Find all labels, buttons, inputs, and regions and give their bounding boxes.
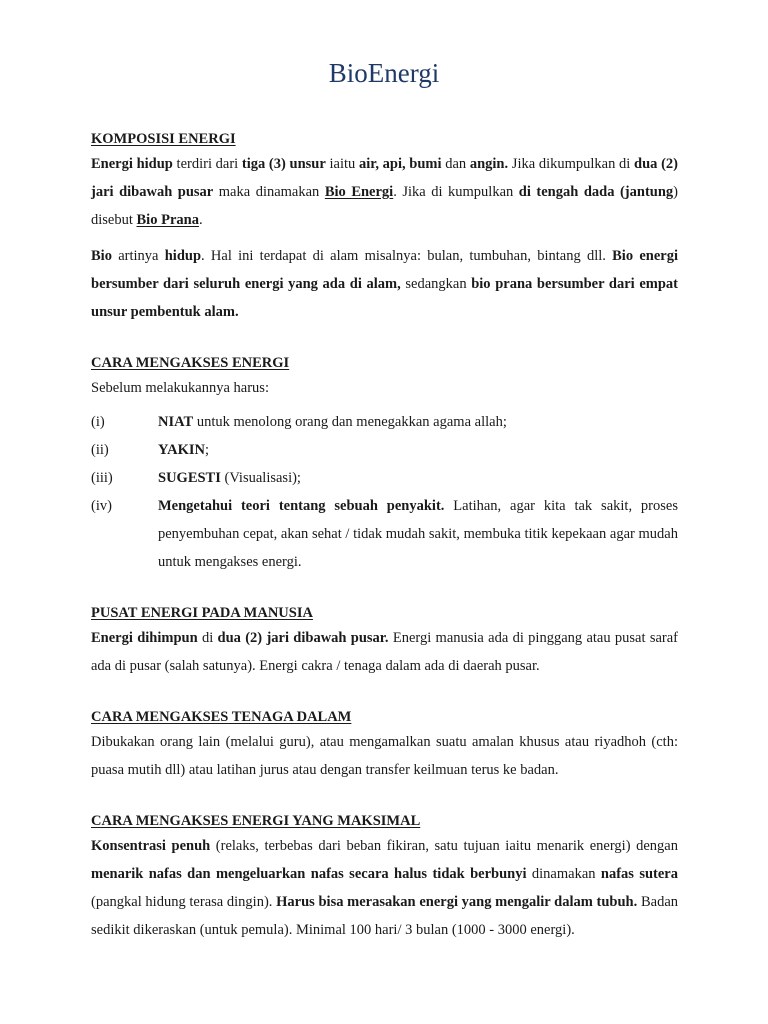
list-item-number: (ii) bbox=[91, 442, 109, 458]
list-item bbox=[91, 464, 678, 492]
paragraph-pusat-energi: Energi dihimpun di dua (2) jari dibawah pusar. Energi manusia ada di pinggang atau pusat saraf ada di pusar (salah satunya). Energi cakra / tenaga dalam ada di daerah pusar. bbox=[91, 630, 678, 674]
heading-komposisi-energi: KOMPOSISI ENERGI bbox=[91, 131, 236, 147]
paragraph-energi-maksimal: Konsentrasi penuh (relaks, terbebas dari beban fikiran, satu tujuan iaitu menarik energi) dengan menarik nafas dan mengeluarkan nafas secara halus tidak berbunyi dinamakan nafas sutera (pangkal hidung terasa dingin). Harus bisa merasakan energi yang mengalir dalam tubuh. Badan sedikit dikeraskan (untuk pemula). Minimal 100 hari/ 3 bulan (1000 - 3000 energi). bbox=[91, 838, 679, 938]
list-item-number: (iii) bbox=[91, 470, 113, 486]
paragraph-komposisi-1: Energi hidup terdiri dari tiga (3) unsur iaitu air, api, bumi dan angin. Jika dikumpulkan di dua (2) jari dibawah pusar maka dinamakan Bio Energi. Jika di kumpulkan di tengah dada (jantung) disebut Bio Prana. bbox=[91, 156, 678, 228]
list-item bbox=[91, 492, 678, 576]
paragraph-tenaga-dalam: Dibukakan orang lain (melalui guru), atau mengamalkan suatu amalan khusus atau riyadhoh (cth: puasa mutih dll) atau latihan jurus atau dengan transfer keilmuan terus ke badan. bbox=[91, 734, 678, 778]
heading-energi-maksimal: CARA MENGAKSES ENERGI YANG MAKSIMAL bbox=[91, 813, 421, 829]
list-item-number: (i) bbox=[91, 414, 105, 430]
list-item-text: NIAT untuk menolong orang dan menegakkan agama allah; bbox=[158, 414, 507, 430]
document-body bbox=[91, 128, 678, 944]
paragraph-mengakses-intro: Sebelum melakukannya harus: bbox=[91, 380, 269, 396]
list-item-text: SUGESTI (Visualisasi); bbox=[158, 470, 301, 486]
paragraph-komposisi-2: Bio artinya hidup. Hal ini terdapat di alam misalnya: bulan, tumbuhan, bintang dll. Bio energi bersumber dari seluruh energi yang ada di alam, sedangkan bio prana bersumber dari empat unsur pembentuk alam. bbox=[91, 248, 679, 320]
list-item-number: (iv) bbox=[91, 498, 112, 514]
list-item bbox=[91, 408, 678, 436]
list-item-text: YAKIN; bbox=[158, 442, 210, 458]
requirements-list bbox=[91, 408, 678, 576]
list-item bbox=[91, 436, 678, 464]
document-title: BioEnergi bbox=[328, 58, 440, 88]
heading-cara-mengakses-energi: CARA MENGAKSES ENERGI bbox=[91, 355, 290, 371]
heading-tenaga-dalam: CARA MENGAKSES TENAGA DALAM bbox=[91, 709, 352, 725]
list-item-text: Mengetahui teori tentang sebuah penyakit. Latihan, agar kita tak sakit, proses penyembuhan cepat, akan sehat / tidak mudah sakit, membuka titik kepekaan agar mudah untuk mengakses energi. bbox=[158, 498, 678, 570]
heading-pusat-energi: PUSAT ENERGI PADA MANUSIA bbox=[91, 605, 313, 621]
